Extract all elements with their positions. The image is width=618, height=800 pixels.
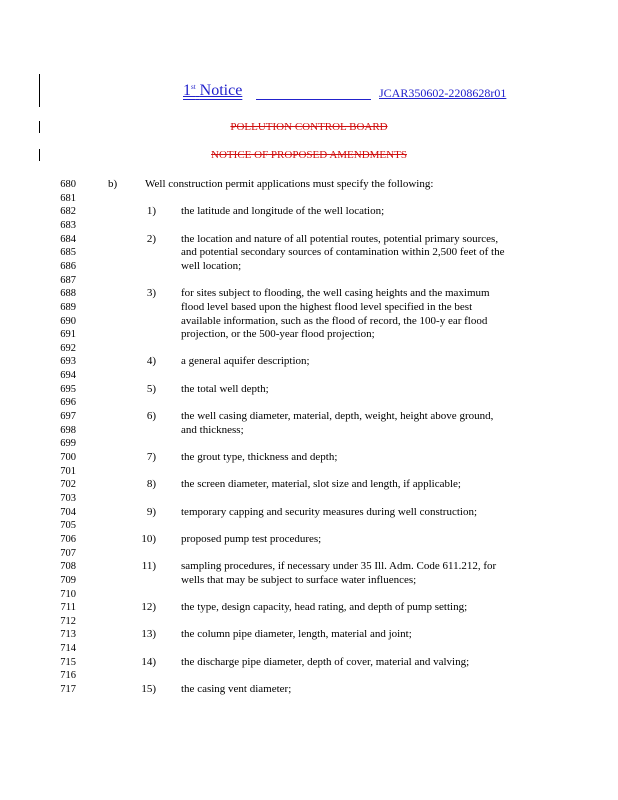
line-number: 687: [60, 274, 76, 286]
item-text: temporary capping and security measures during well construction;: [181, 505, 477, 518]
line-number: 689: [60, 301, 76, 313]
board-title: POLLUTION CONTROL BOARD: [230, 121, 388, 133]
line-number: 693: [60, 356, 76, 368]
line-number: 681: [60, 192, 76, 204]
line-number: 713: [60, 629, 76, 641]
line-number: 683: [60, 219, 76, 231]
item-text: available information, such as the flood of record, the 100-y ear flood: [181, 314, 488, 327]
line-number: 704: [60, 506, 76, 518]
item-number: 9): [146, 505, 156, 518]
line-number: 709: [60, 574, 76, 586]
item-number: 5): [146, 382, 156, 395]
item-text: well location;: [181, 259, 242, 272]
line-number: 716: [60, 670, 76, 682]
item-text: the grout type, thickness and depth;: [181, 451, 338, 463]
line-number: 707: [60, 547, 76, 559]
line-number: 690: [60, 315, 76, 327]
item-text: sampling procedures, if necessary under 35 Ill. Adm. Code 611.212, for: [181, 560, 497, 573]
line-number: 692: [60, 342, 76, 354]
line-number: 715: [60, 656, 76, 668]
item-text: for sites subject to flooding, the well casing heights and the maximum: [181, 287, 490, 300]
item-number: 2): [146, 232, 156, 245]
item-number: 6): [146, 410, 156, 423]
line-number: 714: [60, 643, 76, 655]
line-number: 691: [60, 329, 76, 341]
line-number: 708: [60, 561, 76, 573]
line-number: 705: [60, 520, 76, 532]
item-text: wells that may be subject to surface water influences;: [181, 573, 417, 586]
item-text: the latitude and longitude of the well location;: [181, 205, 385, 218]
change-bar: [39, 74, 40, 107]
item-number: 11): [141, 560, 156, 573]
line-number: 717: [60, 684, 76, 696]
line-number: 706: [60, 533, 76, 545]
line-number: 700: [60, 452, 76, 463]
item-text: proposed pump test procedures;: [181, 532, 322, 545]
line-number: 682: [60, 206, 76, 218]
line-number: 695: [60, 383, 76, 395]
notice-superscript: st: [191, 83, 196, 91]
item-text: the discharge pipe diameter, depth of cover, material and valving;: [181, 655, 470, 668]
notice-rule: [256, 99, 371, 100]
line-number: 688: [60, 288, 76, 300]
item-number: 12): [141, 601, 156, 614]
line-number: 686: [60, 260, 76, 272]
item-number: 10): [141, 532, 156, 545]
line-number: 698: [60, 424, 76, 436]
item-number: 13): [141, 628, 156, 641]
line-number: 712: [60, 615, 76, 627]
item-number: 1): [146, 205, 156, 218]
line-number: 702: [60, 479, 76, 491]
line-number: 685: [60, 247, 76, 259]
item-number: 7): [146, 451, 156, 463]
item-text: the location and nature of all potential routes, potential primary sources,: [181, 232, 499, 245]
notice-number: 1: [183, 82, 191, 99]
section-label: b): [108, 178, 118, 190]
line-number: 680: [60, 179, 76, 190]
line-number: 684: [60, 233, 76, 245]
line-number: 701: [60, 465, 76, 477]
jcar-reference: JCAR350602-2208628r01: [379, 86, 507, 100]
item-text: flood level based upon the highest flood level specified in the best: [181, 300, 473, 313]
line-number: 711: [60, 602, 76, 614]
item-text: and thickness;: [181, 423, 244, 436]
item-text: projection, or the 500-year flood projection;: [181, 328, 375, 341]
item-number: 14): [141, 655, 156, 668]
notice-subtitle: NOTICE OF PROPOSED AMENDMENTS: [211, 149, 407, 161]
line-number: 710: [60, 588, 76, 600]
item-text: and potential secondary sources of contamination within 2,500 feet of the: [181, 246, 505, 259]
notice-title: [183, 82, 242, 100]
item-text: a general aquifer description;: [181, 355, 310, 368]
item-number: 4): [146, 355, 156, 368]
line-number: 696: [60, 397, 76, 409]
line-number: 699: [60, 438, 76, 450]
line-number: 694: [60, 370, 76, 382]
line-number: 703: [60, 492, 76, 504]
notice-word: Notice: [199, 82, 243, 99]
section-intro: Well construction permit applications must specify the following:: [145, 178, 434, 190]
line-number: 697: [60, 411, 76, 423]
item-number: 15): [141, 683, 156, 696]
item-number: 3): [146, 287, 156, 300]
item-text: the screen diameter, material, slot size and length, if applicable;: [181, 478, 461, 491]
item-text: the well casing diameter, material, depth, weight, height above ground,: [181, 410, 494, 423]
item-number: 8): [146, 478, 156, 491]
item-text: the type, design capacity, head rating, and depth of pump setting;: [181, 601, 468, 614]
item-text: the total well depth;: [181, 382, 269, 395]
item-text: the column pipe diameter, length, material and joint;: [181, 628, 412, 641]
item-text: the casing vent diameter;: [181, 683, 292, 696]
